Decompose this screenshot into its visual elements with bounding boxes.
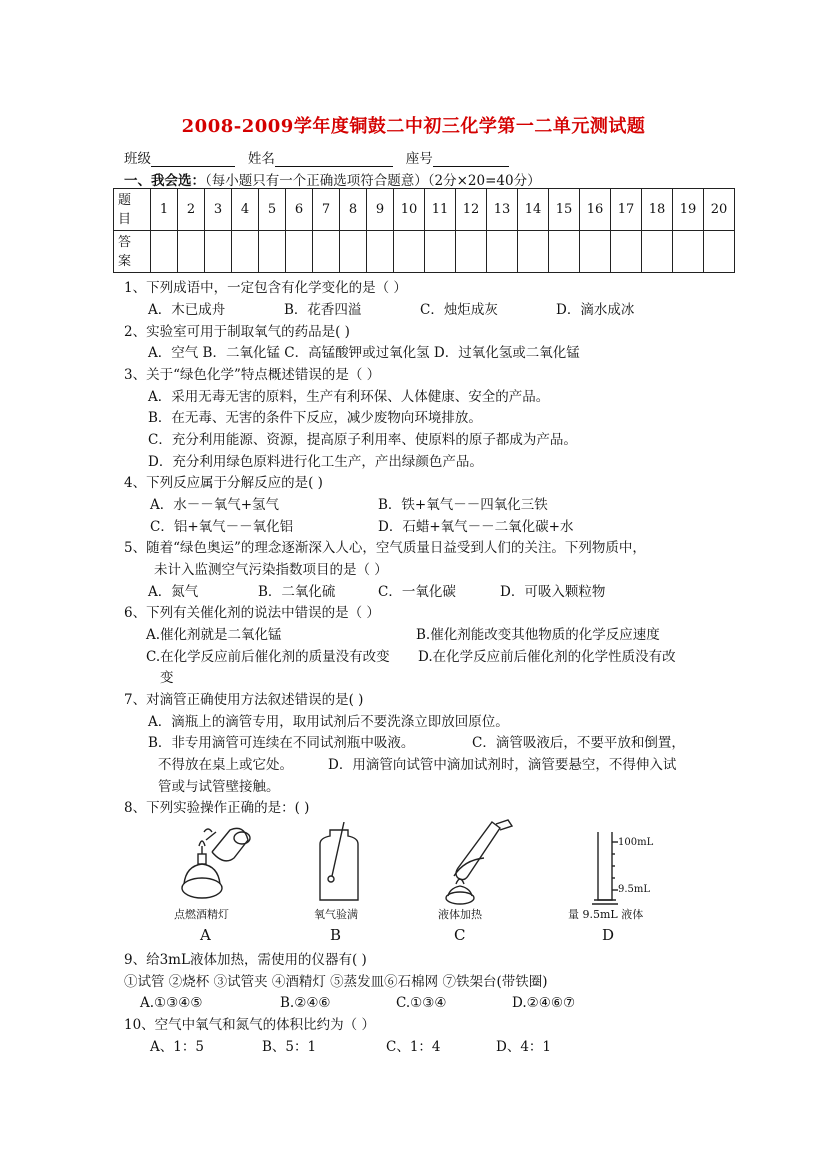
- question-number-cell: 19: [673, 189, 704, 231]
- question-number-cell: 7: [313, 189, 340, 231]
- q6-option-c: C.在化学反应前后催化剂的质量没有改变: [146, 649, 390, 665]
- name-blank[interactable]: [275, 152, 393, 167]
- q10-option-a: A、1：5: [150, 1039, 204, 1055]
- q6-option-b: B.催化剂能改变其他物质的化学反应速度: [416, 627, 660, 643]
- question-number-cell: 4: [232, 189, 259, 231]
- student-info-line: [124, 147, 509, 167]
- q6-option-a: A.催化剂就是二氧化锰: [146, 627, 282, 643]
- answer-cell[interactable]: [151, 231, 178, 273]
- q2-stem: 2、实验室可用于制取氧气的药品是( ): [124, 324, 350, 340]
- q6-stem: 6、下列有关催化剂的说法中错误的是（ ）: [124, 605, 380, 621]
- q9-option-c: C.①③④: [396, 995, 447, 1011]
- figure-a-caption: 点燃酒精灯: [174, 908, 229, 921]
- question-number-cell: 1: [151, 189, 178, 231]
- class-blank[interactable]: [151, 152, 235, 167]
- q7-stem: 7、对滴管正确使用方法叙述错误的是( ): [124, 692, 364, 708]
- question-number-cell: 13: [487, 189, 518, 231]
- q7-option-d: D．用滴管向试管中滴加试剂时，滴管要悬空，不得伸入试: [328, 757, 677, 773]
- answer-table-answer-row: [114, 231, 735, 273]
- question-number-cell: 11: [425, 189, 456, 231]
- figure-c-heating-liquid: [434, 818, 514, 906]
- answer-cell[interactable]: [340, 231, 367, 273]
- question-number-cell: 6: [286, 189, 313, 231]
- answer-cell[interactable]: [611, 231, 642, 273]
- row-header-answer: 答案: [114, 231, 151, 273]
- question-number-cell: 10: [394, 189, 425, 231]
- answer-cell[interactable]: [549, 231, 580, 273]
- q10-option-c: C、1：4: [386, 1039, 441, 1055]
- question-number-cell: 8: [340, 189, 367, 231]
- q5-stem-line2: 未计入监测空气污染指数项目的是（ ）: [154, 562, 388, 578]
- q2-options: A．空气 B．二氧化锰 C．高锰酸钾或过氧化氢 D．过氧化氢或二氧化锰: [148, 345, 580, 361]
- answer-cell[interactable]: [704, 231, 735, 273]
- answer-cell[interactable]: [580, 231, 611, 273]
- figure-b-letter: B: [330, 926, 342, 944]
- answer-cell[interactable]: [456, 231, 487, 273]
- question-number-cell: 5: [259, 189, 286, 231]
- q1-option-b: B．花香四溢: [284, 302, 362, 318]
- q10-stem: 10、空气中氧气和氮气的体积比约为（ ）: [124, 1017, 375, 1033]
- name-label: 姓名: [247, 151, 275, 167]
- question-number-cell: 16: [580, 189, 611, 231]
- q4-stem: 4、下列反应属于分解反应的是( ): [124, 475, 323, 491]
- question-number-cell: 2: [178, 189, 205, 231]
- q7-option-d-cont: 管或与试管壁接触。: [158, 779, 280, 795]
- q7-option-c-cont: 不得放在桌上或它处。: [158, 757, 293, 773]
- q3-stem: 3、关于“绿色化学”特点概述错误的是（ ）: [124, 367, 381, 383]
- q6-option-d: D.在化学反应前后催化剂的化学性质没有改: [418, 649, 676, 665]
- figure-b-caption: 氧气验满: [314, 908, 358, 921]
- q5-option-b: B．二氧化硫: [258, 584, 336, 600]
- q3-option-c: C．充分利用能源、资源，提高原子利用率、使原料的原子都成为产品。: [148, 432, 577, 448]
- question-number-cell: 15: [549, 189, 580, 231]
- class-label: 班级: [124, 151, 151, 167]
- section-title: 一、我会选：: [124, 173, 205, 189]
- q5-option-a: A．氮气: [148, 584, 199, 600]
- answer-cell[interactable]: [518, 231, 549, 273]
- q1-option-a: A．木已成舟: [148, 302, 226, 318]
- answer-cell[interactable]: [367, 231, 394, 273]
- answer-cell[interactable]: [313, 231, 340, 273]
- answer-cell[interactable]: [673, 231, 704, 273]
- q4-option-a: A．水－－氧气+氢气: [150, 497, 280, 513]
- answer-table-number-row: [114, 189, 735, 231]
- q1-option-d: D．滴水成冰: [556, 302, 635, 318]
- figure-d-letter: D: [602, 926, 615, 944]
- page-title: 2008-2009学年度铜鼓二中初三化学第一二单元测试题: [181, 116, 646, 137]
- figure-c-caption: 液体加热: [438, 908, 482, 921]
- answer-cell[interactable]: [259, 231, 286, 273]
- q7-option-c: C．滴管吸液后，不要平放和倒置，: [472, 735, 685, 751]
- figure-d-mark-top: 100mL: [618, 837, 654, 848]
- q7-option-b: B．非专用滴管可连续在不同试剂瓶中吸液。: [148, 735, 415, 751]
- q9-option-d: D.②④⑥⑦: [512, 995, 576, 1011]
- figure-d-mark-bottom: 9.5mL: [618, 884, 651, 895]
- section-heading: [124, 169, 541, 189]
- question-number-cell: 3: [205, 189, 232, 231]
- q5-option-c: C．一氧化碳: [378, 584, 456, 600]
- q5-option-d: D．可吸入颗粒物: [500, 584, 606, 600]
- section-note: （每小题只有一个正确选项符合题意）（2分×20=40分）: [205, 173, 541, 189]
- answer-cell[interactable]: [178, 231, 205, 273]
- figure-a-letter: A: [200, 926, 211, 944]
- q10-option-d: D、4：1: [496, 1039, 552, 1055]
- answer-cell[interactable]: [286, 231, 313, 273]
- q1-stem: 1、下列成语中，一定包含有化学变化的是（ ）: [124, 280, 407, 296]
- answer-cell[interactable]: [205, 231, 232, 273]
- q6-option-d-cont: 变: [160, 670, 174, 686]
- seat-label: 座号: [405, 151, 433, 167]
- seat-blank[interactable]: [433, 152, 509, 167]
- q3-option-b: B．在无毒、无害的条件下反应，减少废物向环境排放。: [148, 410, 482, 426]
- figure-d-caption: 量 9.5mL 液体: [568, 908, 644, 921]
- q9-option-b: B.②④⑥: [280, 995, 331, 1011]
- q4-option-b: B．铁+氧气－－四氧化三铁: [378, 497, 548, 513]
- q8-stem: 8、下列实验操作正确的是：( ): [124, 800, 310, 816]
- q10-option-b: B、5：1: [262, 1039, 317, 1055]
- question-number-cell: 20: [704, 189, 735, 231]
- figure-c-letter: C: [454, 926, 466, 944]
- q9-option-a: A.①③④⑤: [140, 995, 203, 1011]
- q3-option-d: D．充分利用绿色原料进行化工生产，产出绿颜色产品。: [148, 454, 483, 470]
- q9-stem: 9、给3mL液体加热，需使用的仪器有( ): [124, 952, 367, 968]
- question-number-cell: 9: [367, 189, 394, 231]
- question-number-cell: 18: [642, 189, 673, 231]
- q4-option-d: D．石蜡+氧气－－二氧化碳+水: [378, 519, 574, 535]
- q7-option-a: A．滴瓶上的滴管专用，取用试剂后不要洗涤立即放回原位。: [148, 714, 509, 730]
- answer-cell[interactable]: [642, 231, 673, 273]
- answer-cell[interactable]: [425, 231, 456, 273]
- q5-stem: 5、随着“绿色奥运”的理念逐渐深入人心，空气质量日益受到人们的关注。下列物质中，: [124, 540, 646, 556]
- q3-option-a: A．采用无毒无害的原料，生产有利环保、人体健康、安全的产品。: [148, 389, 550, 405]
- answer-cell[interactable]: [232, 231, 259, 273]
- answer-cell[interactable]: [394, 231, 425, 273]
- q4-option-c: C．铝+氧气－－氧化铝: [150, 519, 294, 535]
- question-number-cell: 14: [518, 189, 549, 231]
- q9-instrument-list: ①试管 ②烧杯 ③试管夹 ④酒精灯 ⑤蒸发皿⑥石棉网 ⑦铁架台(带铁圈): [124, 974, 548, 990]
- row-header-question: 题目: [114, 189, 151, 231]
- q1-option-c: C．烛炬成灰: [420, 302, 498, 318]
- answer-cell[interactable]: [487, 231, 518, 273]
- figure-a-lighting-lamp: [172, 822, 262, 904]
- answer-table: [113, 188, 735, 273]
- question-number-cell: 17: [611, 189, 642, 231]
- figure-b-oxygen-test: [304, 822, 374, 904]
- question-number-cell: 12: [456, 189, 487, 231]
